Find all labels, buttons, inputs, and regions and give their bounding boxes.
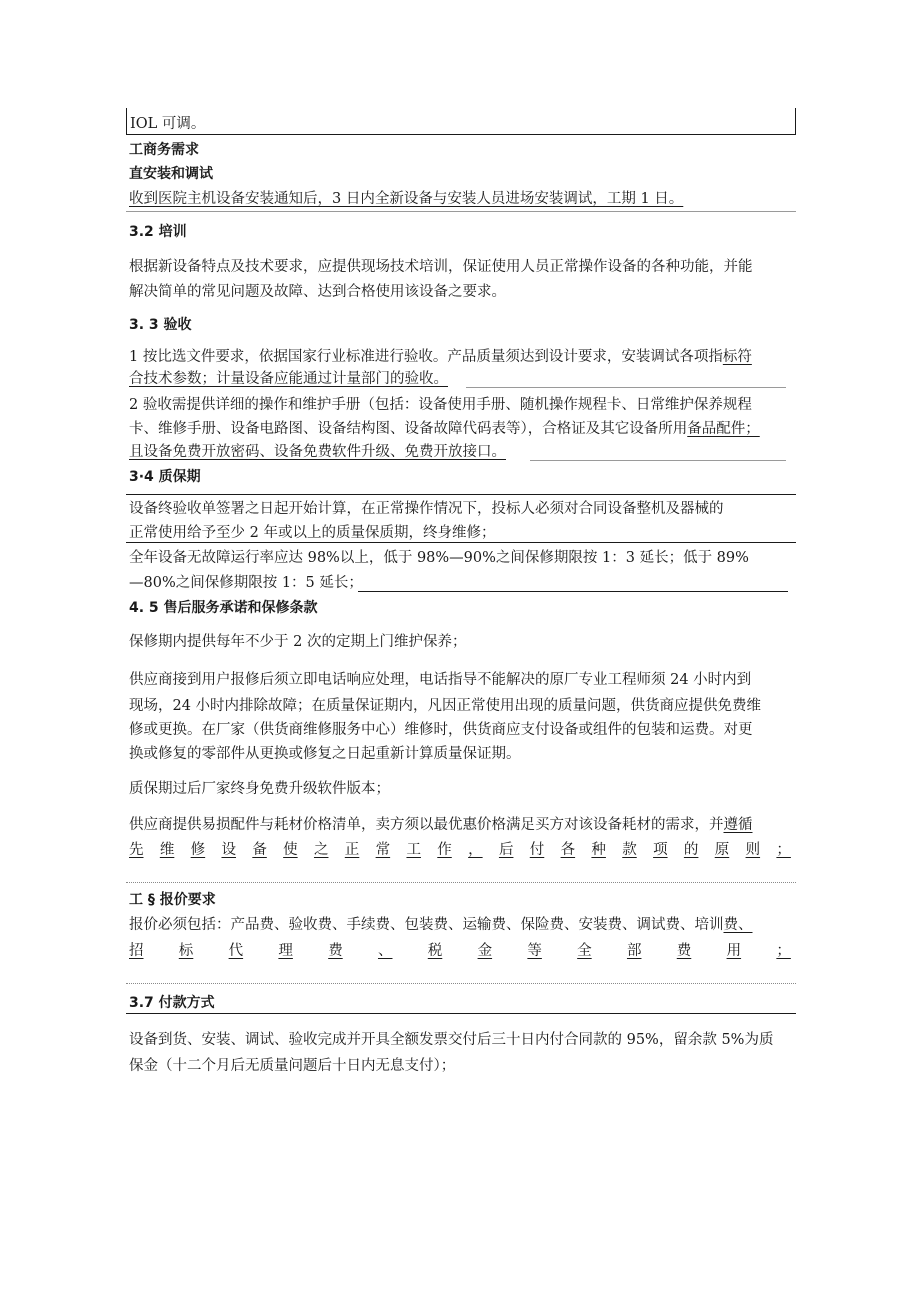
divider xyxy=(466,387,786,388)
warranty-line: —80%之间保修期限按 1：5 延长； xyxy=(129,575,363,591)
training-line: 解决简单的常见问题及故障、达到合格使用该设备之要求。 xyxy=(129,284,506,300)
spread-char: ； xyxy=(776,842,791,858)
service-line: 供应商提供易损配件与耗材价格清单，卖方须以最优惠价格满足买方对该设备耗材的需求，并遵循 xyxy=(129,817,753,833)
top-fragment: IOL 可调。 xyxy=(130,116,206,132)
spread-char: 费 xyxy=(328,943,343,959)
acceptance-line: 合技术参数；计量设备应能通过计量部门的验收。 xyxy=(129,371,448,387)
divider xyxy=(126,494,796,495)
service-line: 换或修复的零部件从更换或修复之日起重新计算质量保证期。 xyxy=(129,746,521,762)
warranty-line: 正常使用给予至少 2 年或以上的质量保质期，终身维修； xyxy=(129,525,496,541)
spread-char: 等 xyxy=(527,943,542,959)
spread-char: ， xyxy=(468,842,483,858)
spread-char: 常 xyxy=(375,842,391,858)
heading-payment: 3.7 付款方式 xyxy=(129,995,215,1011)
quotation-line-justified xyxy=(129,941,791,961)
acceptance-line: 且设备免费开放密码、设备免费软件升级、免费开放接口。 xyxy=(129,444,506,460)
spread-char: 用 xyxy=(726,943,742,959)
service-line-justified xyxy=(129,840,791,860)
divider xyxy=(126,882,796,883)
service-paragraph: 保修期内提供每年不少于 2 次的定期上门维护保养； xyxy=(129,634,467,650)
payment-line: 保金（十二个月后无质量问题后十日内无息支付）； xyxy=(129,1058,456,1074)
divider xyxy=(126,983,796,984)
spread-char: 款 xyxy=(622,842,637,858)
spread-char: 正 xyxy=(344,842,360,858)
spread-char: 种 xyxy=(591,842,606,858)
warranty-line: 全年设备无故障运行率应达 98%以上，低于 98%—90%之间保修期限按 1：3 延长；低于 89% xyxy=(129,550,749,566)
spread-char: 代 xyxy=(228,943,244,959)
spread-char: 税 xyxy=(427,943,443,959)
acceptance-line: 2 验收需提供详细的操作和维护手册（包括：设备使用手册、随机操作规程卡、日常维护保养规程 xyxy=(129,397,752,413)
payment-line: 设备到货、安装、调试、验收完成并开具全额发票交付后三十日内付合同款的 95%，留余款 5%为质 xyxy=(129,1032,774,1048)
spread-char: 工 xyxy=(406,842,421,858)
divider xyxy=(358,591,788,592)
spread-char: 的 xyxy=(683,842,699,858)
acceptance-line: 卡、维修手册、设备电路图、设备结构图、设备故障代码表等），合格证及其它设备所用备品配件； xyxy=(129,421,760,437)
spread-char: 部 xyxy=(626,943,642,959)
box-right-border xyxy=(795,108,796,134)
divider xyxy=(126,1013,796,1014)
service-line: 现场，24 小时内排除故障；在质量保证期内，凡因正常使用出现的质量问题，供货商应提供免费维 xyxy=(129,698,762,714)
spread-char: 修 xyxy=(190,842,206,858)
install-text: 收到医院主机设备安装通知后，3 日内全新设备与安装人员进场安装调试，工期 1 日。 xyxy=(129,191,684,207)
spread-char: 之 xyxy=(313,842,329,858)
spread-char: 则 xyxy=(745,842,761,858)
spread-char: 备 xyxy=(252,842,267,858)
spread-char: 理 xyxy=(278,943,293,959)
spread-char: 金 xyxy=(477,943,493,959)
heading-warranty: 3·4 质保期 xyxy=(129,469,201,485)
spread-char: 付 xyxy=(529,842,545,858)
divider xyxy=(126,211,796,212)
spread-char: 作 xyxy=(437,842,452,858)
spread-char: 维 xyxy=(159,842,175,858)
spread-char: 使 xyxy=(283,842,298,858)
heading-training: 3.2 培训 xyxy=(129,224,187,240)
spread-char: 设 xyxy=(221,842,236,858)
spread-char: 各 xyxy=(560,842,576,858)
heading-after-sales: 4. 5 售后服务承诺和保修条款 xyxy=(129,600,318,616)
service-paragraph: 质保期过后厂家终身免费升级软件版本； xyxy=(129,781,390,797)
service-line: 供应商接到用户报修后须立即电话响应处理，电话指导不能解决的原厂专业工程师须 24 小时内到 xyxy=(129,672,752,688)
divider xyxy=(126,542,796,543)
acceptance-line: 1 按比选文件要求，依据国家行业标准进行验收。产品质量须达到设计要求，安装调试各项指标符 xyxy=(129,349,752,365)
spread-char: 招 xyxy=(129,943,144,959)
service-line: 修或更换。在厂家（供货商维修服务中心）维修时，供货商应支付设备或组件的包装和运费。对更 xyxy=(129,722,753,738)
heading-acceptance: 3. 3 验收 xyxy=(129,317,192,333)
heading-install: 直安装和调试 xyxy=(129,166,213,182)
divider xyxy=(530,460,786,461)
box-bottom-rule xyxy=(126,134,796,135)
heading-business-requirements: 工商务需求 xyxy=(129,142,199,158)
spread-char: 全 xyxy=(577,943,592,959)
spread-char: 后 xyxy=(498,842,514,858)
heading-quotation: 工 § 报价要求 xyxy=(129,892,216,908)
spread-char: 原 xyxy=(714,842,730,858)
spread-char: 费 xyxy=(676,943,692,959)
spread-char: 标 xyxy=(178,943,194,959)
training-line: 根据新设备特点及技术要求，应提供现场技术培训，保证使用人员正常操作设备的各种功能，并能 xyxy=(129,259,753,275)
quotation-line: 报价必须包括：产品费、验收费、手续费、包装费、运输费、保险费、安装费、调试费、培训费、 xyxy=(129,917,753,933)
warranty-line: 设备终验收单签署之日起开始计算，在正常操作情况下，投标人必须对合同设备整机及器械的 xyxy=(129,501,724,517)
spread-char: 先 xyxy=(129,842,144,858)
spread-char: ； xyxy=(776,943,791,959)
box-left-border xyxy=(126,108,127,134)
spread-char: 项 xyxy=(653,842,668,858)
spread-char: 、 xyxy=(377,943,393,959)
